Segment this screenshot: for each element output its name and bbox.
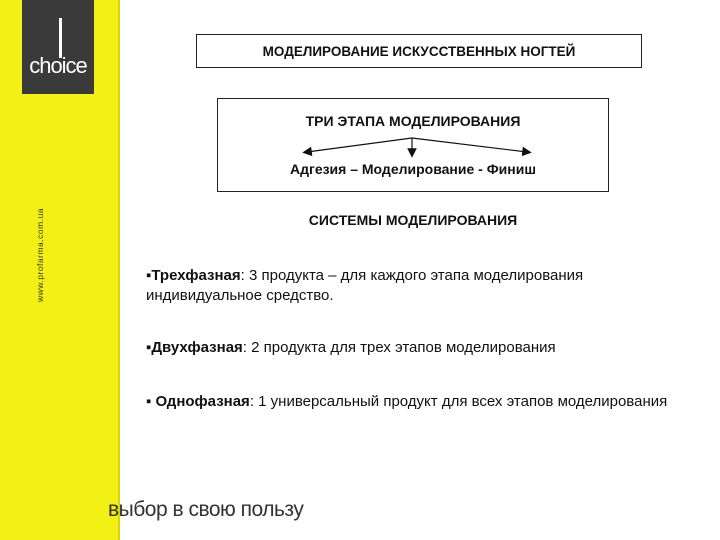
system-name: Однофазная [155, 393, 250, 410]
page-title: МОДЕЛИРОВАНИЕ ИСКУССТВЕННЫХ НОГТЕЙ [196, 34, 642, 68]
system-description: : 2 продукта для трех этапов моделирования [242, 339, 556, 356]
system-item-two-phase [146, 338, 686, 358]
system-name: Двухфазная [151, 339, 243, 356]
stage-arrows-diagram [217, 98, 607, 190]
logo-text: choice [29, 53, 87, 78]
system-item-one-phase [146, 392, 686, 412]
slogan: выбор в свою пользу [108, 498, 304, 521]
bullet-icon: ▪ [146, 339, 152, 356]
arrow-left [307, 138, 412, 152]
bullet-icon: ▪ [146, 393, 156, 410]
stages-sequence: Адгезия – Моделирование - Финиш [289, 161, 536, 177]
systems-title: СИСТЕМЫ МОДЕЛИРОВАНИЯ [308, 212, 518, 228]
choice-logo [22, 0, 94, 94]
system-description: : 1 универсальный продукт для всех этапов моделирования [249, 393, 668, 410]
stages-title: ТРИ ЭТАПА МОДЕЛИРОВАНИЯ [305, 113, 521, 129]
system-item-three-phase [146, 266, 686, 306]
system-description: : 3 продукта – для каждого этапа моделирования индивидуальное средство. [146, 267, 584, 304]
logo-bar-mark [59, 18, 62, 58]
website-url: www.profarma.com.ua [35, 207, 45, 303]
arrow-right [412, 138, 527, 152]
system-name: Трехфазная [151, 267, 241, 284]
yellow-sidebar [0, 0, 120, 540]
bullet-icon: ▪ [146, 267, 152, 284]
